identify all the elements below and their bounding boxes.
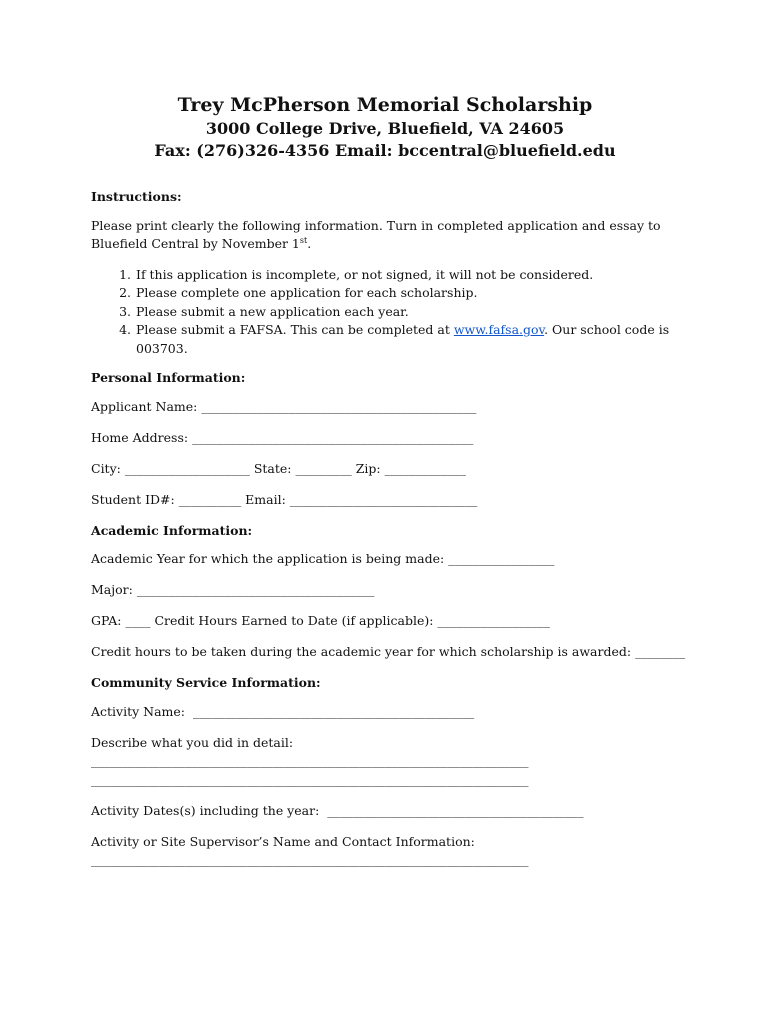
credit-hours-taken-row	[91, 643, 686, 662]
instructions-heading: Instructions:	[91, 189, 182, 204]
instructions-intro	[91, 217, 683, 254]
activity-dates-label: Activity Dates(s) including the year:	[91, 802, 328, 818]
home-address-row	[91, 429, 683, 448]
describe-label: Describe what you did in detail:	[91, 734, 294, 750]
academic-year-field[interactable]: _________________	[448, 551, 555, 566]
credit-hours-earned-field[interactable]: __________________	[437, 613, 550, 628]
city-state-zip-row	[91, 460, 683, 479]
school-code-text: . Our school code is 003703.	[136, 322, 670, 356]
academic-year-row	[91, 550, 683, 569]
fafsa-text: Please submit a FAFSA. This can be completed at	[136, 322, 454, 337]
applicant-name-field[interactable]: ____________________________________________	[201, 398, 477, 414]
instructions-intro-text: Please print clearly the following information. Turn in completed application and essay to Bluefield Central by November 1	[91, 217, 661, 251]
city-label: City:	[91, 460, 125, 476]
credit-hours-taken-field[interactable]: ________	[635, 644, 686, 659]
instruction-item: 1. If this application is incomplete, or not signed, it will not be considered.	[135, 266, 683, 285]
instruction-item: 3. Please submit a new application each year.	[135, 303, 683, 322]
email-field[interactable]: ______________________________	[289, 491, 478, 507]
instructions-intro-sup: st	[299, 235, 308, 245]
state-field[interactable]: _________	[295, 460, 352, 476]
instructions-list	[91, 266, 683, 359]
email-label: Email:	[241, 491, 290, 507]
activity-name-row	[91, 703, 683, 722]
describe-field-line	[91, 752, 683, 771]
supervisor-field[interactable]: ______________________________________________________________________	[91, 852, 529, 867]
document-header	[0, 92, 770, 162]
supervisor-field-line	[91, 851, 683, 870]
city-field[interactable]: ____________________	[124, 460, 250, 476]
gpa-credit-row	[91, 612, 683, 631]
describe-field-2[interactable]: ______________________________________________________________________	[91, 771, 529, 787]
contact-line: Fax: (276)326-4356 Email: bccentral@bluefield.edu	[154, 141, 616, 160]
major-row	[91, 581, 683, 600]
describe-field-1[interactable]: ______________________________________________________________________	[91, 753, 529, 768]
activity-dates-field[interactable]: _________________________________________	[327, 802, 584, 818]
community-service-heading: Community Service Information:	[91, 675, 321, 690]
applicant-name-row	[91, 398, 683, 417]
state-label: State:	[249, 460, 296, 476]
activity-dates-row	[91, 802, 683, 821]
activity-name-label: Activity Name:	[91, 703, 193, 719]
gpa-field[interactable]: ____	[125, 613, 151, 628]
gpa-label: GPA:	[91, 613, 126, 628]
form-body	[91, 188, 686, 882]
instruction-item	[135, 321, 683, 358]
describe-field-line	[91, 771, 683, 790]
instruction-item: 2. Please complete one application for each scholarship.	[135, 284, 683, 303]
personal-info-heading: Personal Information:	[91, 370, 246, 385]
student-id-field[interactable]: __________	[178, 491, 242, 507]
student-id-label: Student ID#:	[91, 491, 179, 507]
instructions-intro-end: .	[307, 236, 312, 251]
major-field[interactable]: ______________________________________	[136, 582, 375, 597]
zip-label: Zip:	[351, 460, 385, 476]
fafsa-link[interactable]: www.fafsa.gov	[453, 322, 545, 337]
major-label: Major:	[91, 582, 137, 597]
zip-field[interactable]: _____________	[384, 460, 466, 476]
home-address-field[interactable]: _____________________________________________	[192, 429, 474, 445]
home-address-label: Home Address:	[91, 429, 193, 445]
activity-name-field[interactable]: _____________________________________________	[192, 703, 475, 719]
applicant-name-label: Applicant Name:	[91, 398, 202, 414]
college-address: 3000 College Drive, Bluefield, VA 24605	[205, 119, 565, 138]
academic-year-label: Academic Year for which the application is being made:	[91, 551, 449, 566]
credit-hours-earned-label: Credit Hours Earned to Date (if applicable):	[150, 613, 438, 628]
document-title: Trey McPherson Memorial Scholarship	[177, 94, 593, 116]
supervisor-label: Activity or Site Supervisor’s Name and Contact Information:	[91, 833, 475, 849]
credit-hours-taken-label: Credit hours to be taken during the academic year for which scholarship is awarded:	[91, 644, 636, 659]
student-id-email-row	[91, 491, 683, 510]
academic-info-heading: Academic Information:	[91, 522, 253, 538]
